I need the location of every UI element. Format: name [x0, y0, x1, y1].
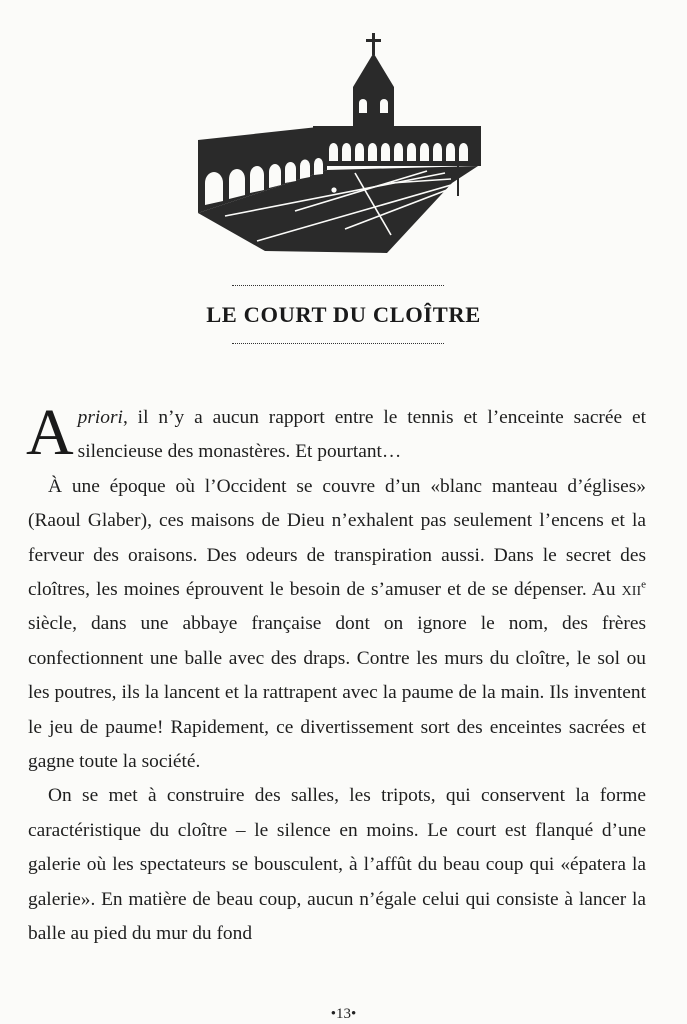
title-bottom-dotted-rule — [232, 343, 444, 344]
paragraph-2-text-a: À une époque où l’Occident se couvre d’un «blanc manteau d’églises» (Raoul Glaber), ces maisons de Dieu n’exhalent pas seulement l’encens et la ferveur des oraisons. Des odeurs de transpiration aussi. Dans le secret des cloîtres, les moines éprouvent le besoin de s’amuser et de se dépenser. Au — [28, 475, 646, 601]
cloister-tennis-court-icon — [195, 33, 485, 258]
page-number: •13• — [330, 1006, 357, 1022]
paragraph-1-italic: priori — [77, 407, 123, 428]
century-numeral: xii — [621, 579, 642, 601]
paragraph-2 — [28, 470, 646, 780]
title-top-dotted-rule — [232, 285, 444, 286]
drop-cap: A — [26, 396, 74, 469]
chapter-body — [26, 396, 646, 952]
paragraph-2-text-b: siècle, dans une abbaye française dont on ignore le nom, des frères confectionnent une balle avec des draps. Contre les murs du cloître, le sol ou les poutres, ils la lancent et la rattrapent avec la paume de la main. Ils inventent le jeu de paume! Rapidement, ce divertissement sort des enceintes sacrées et gagne toute la société. — [28, 613, 646, 773]
paragraph-3 — [28, 779, 646, 951]
paragraph-1 — [26, 396, 646, 470]
century-superscript: e — [641, 578, 646, 591]
paragraph-1-text: , il n’y a aucun rapport entre le tennis et l’enceinte sacrée et silencieuse des monastères. Et pourtant… — [77, 407, 646, 463]
paragraph-3-text: On se met à construire des salles, les tripots, qui conservent la forme caractéristique du cloître – le silence en moins. Le court est flanqué d’une galerie où les spectateurs se bousculent, à l’affût du beau coup qui «épatera la galerie». En matière de beau coup, aucun n’égale celui qui consiste à lancer la balle au pied du mur du fond — [28, 785, 646, 945]
chapter-title: LE COURT DU CLOÎTRE — [206, 302, 481, 327]
